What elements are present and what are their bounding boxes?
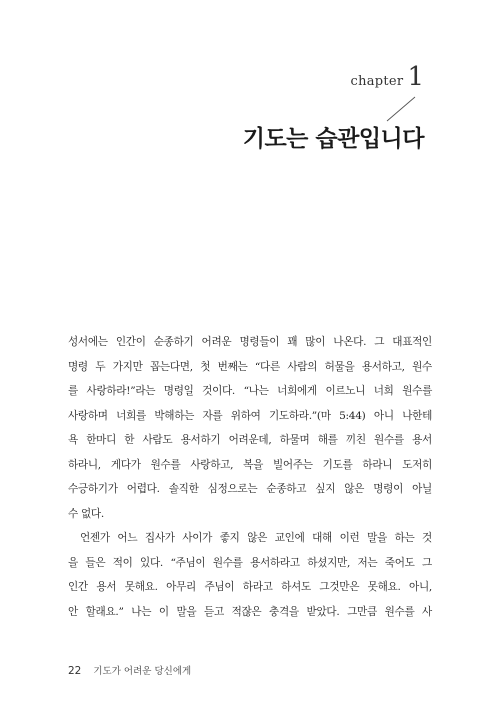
paragraph-2 <box>68 526 432 624</box>
slash-divider <box>386 96 416 122</box>
text-line: 하라니, 게다가 원수를 사랑하고, 복을 빌어주는 기도를 하라니 도저히 <box>68 458 432 471</box>
running-title: 기도가 어려운 당신에게 <box>93 666 192 677</box>
text-line: 을 들은 적이 있다. “주님이 원수를 용서하라고 하셨지만, 저는 죽어도 그 <box>68 556 432 569</box>
paragraph-1 <box>68 330 432 526</box>
text-line: 성서에는 인간이 순종하기 어려운 명령들이 꽤 많이 나온다. 그 대표적인 <box>68 336 432 348</box>
page-footer <box>68 663 191 677</box>
text-line: 인간 용서 못해요. 아무리 주님이 하라고 하셔도 그것만은 못해요. 아니, <box>68 581 432 593</box>
text-line: 언젠가 어느 집사가 사이가 좋지 않은 교인에 대해 이런 말을 하는 것 <box>80 532 432 544</box>
body-text <box>68 330 432 624</box>
chapter-label <box>350 64 424 90</box>
text-line: 욕 한마디 한 사람도 용서하기 어려운데, 하물며 해를 끼친 원수를 용서 <box>68 434 432 446</box>
text-line: 명령 두 가지만 꼽는다면, 첫 번째는 “다른 사람의 허물을 용서하고, 원수 <box>68 360 432 373</box>
chapter-title: 기도는 습관입니다 <box>242 126 424 152</box>
text-line: 수 없다. <box>68 507 104 520</box>
text-line: 사랑하며 너희를 박해하는 자를 위하여 기도하라.”(마 5:44) 아니 나한테 <box>68 409 432 422</box>
chapter-word: chapter <box>350 74 404 89</box>
chapter-number: 1 <box>407 62 424 92</box>
text-line: 안 할래요.” 나는 이 말을 듣고 적잖은 충격을 받았다. 그만큼 원수를 사 <box>68 605 432 618</box>
text-line: 수긍하기가 어렵다. 솔직한 심정으로는 순종하고 싶지 않은 명령이 아닐 <box>68 483 432 495</box>
page-number: 22 <box>68 665 82 677</box>
text-line: 를 사랑하라!”라는 명령일 것이다. “나는 너희에게 이르노니 너희 원수를 <box>68 385 432 397</box>
